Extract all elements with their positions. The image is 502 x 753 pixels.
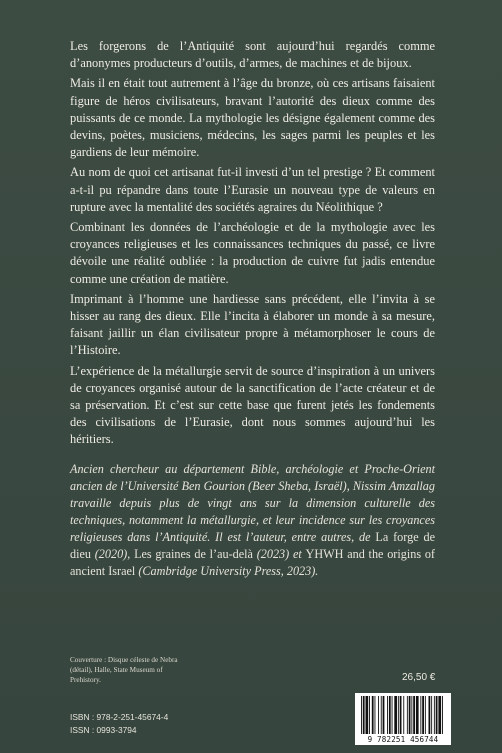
barcode-bar — [392, 696, 393, 734]
barcode-bar — [372, 696, 374, 734]
paragraph-2: Mais il en était tout autrement à l’âge du bronze, où ces artisans faisaient figure de héros civilisateurs, bravant l’autorité des dieux comme des puissants de ce monde. La mythologie les désigne également comme des devins, poètes, musiciens, médecins, les sages parmi les peuples et les gardiens de leur mémoire. — [70, 76, 435, 160]
paragraph-4: Combinant les données de l’archéologie et de la mythologie avec les croyances religieuses et les connaissances techniques du passé, ce livre dévoile une réalité oubliée : la production de cuivre fut jadis entendue comme une création de matière. — [70, 220, 435, 286]
barcode-bar — [431, 696, 432, 734]
bio-book-3: YHWH and the origins of ancient Israel — [70, 546, 435, 578]
author-bio — [70, 461, 435, 580]
barcode-bar — [420, 696, 421, 734]
barcode-bar — [413, 696, 415, 734]
barcode-bar — [387, 696, 388, 734]
barcode-bar — [403, 696, 404, 734]
bio-intro: Ancien chercheur au département Bible, archéologie et Proche-Orient ancien de l’Université Ben Gourion (Beer Sheba, Israël), Nissim Amzallag travaille depuis plus de vingt ans sur la dimension culturelle des techniques, notamment la métallurgie, et leur incidence sur les croyances religieuses dans l’Antiquité. Il est l’auteur, entre autres, de — [70, 461, 435, 544]
barcode-bar — [381, 696, 382, 734]
paragraph-3: Au nom de quoi cet artisanat fut-il investi d’un tel prestige ? Et comment a-t-il pu répandre dans toute l’Eurasie un nouveau type de valeurs en rupture avec la mentalité des sociétés agraires du Néolithique ? — [70, 165, 435, 214]
barcode-bar — [409, 696, 411, 734]
paragraph-5: Imprimant à l’homme une hardiesse sans précédent, elle l’invita à se hisser au rang des dieux. Elle l’incita à élaborer un monde à sa mesure, faisant jaillir un élan civilisateur propre à métamorphoser le cours de l’Histoire. — [70, 291, 435, 358]
barcode-bar — [400, 696, 402, 734]
barcode-bars — [361, 696, 445, 734]
barcode-bar — [363, 696, 365, 734]
barcode-bar — [375, 696, 376, 734]
barcode-bar — [398, 696, 399, 734]
isbn-block — [70, 711, 168, 737]
blurb-text — [70, 38, 435, 583]
bio-publisher-3: (Cambridge University Press, 2023). — [135, 563, 319, 578]
barcode-bar — [369, 696, 370, 734]
bio-year-1: (2020), — [90, 546, 135, 561]
barcode-bar — [438, 696, 441, 734]
bio-book-1: La forge de dieu — [70, 529, 435, 561]
barcode-bar — [429, 696, 431, 734]
barcode-bar — [366, 696, 369, 734]
barcode-bar — [434, 696, 435, 734]
bio-year-2: (2023) et — [252, 546, 306, 561]
bio-book-2: Les graines de l’au-delà — [134, 546, 253, 561]
cover-credit: Couverture : Disque céleste de Nebra (détail), Halle, State Museum of Prehistory. — [70, 656, 178, 684]
isbn-number: ISBN : 978-2-251-45674-4 — [70, 712, 169, 722]
barcode-bar — [361, 696, 362, 734]
issn-number: ISSN : 0993-3794 — [70, 725, 137, 735]
barcode-bar — [389, 696, 391, 734]
barcode-bar — [416, 696, 419, 734]
barcode — [355, 693, 451, 745]
barcode-bar — [411, 696, 412, 734]
barcode-bar — [407, 696, 408, 734]
barcode-bar — [378, 696, 379, 734]
barcode-bar — [383, 696, 385, 734]
barcode-bar — [436, 696, 438, 734]
barcode-bar — [442, 696, 443, 734]
barcode-bar — [394, 696, 397, 734]
barcode-bar — [422, 696, 424, 734]
paragraph-6: L’expérience de la métallurgie servit de source d’inspiration à un univers de croyances organisé autour de la sanctification de l’acte créateur et de sa préservation. Et c’est sur cette base que furent jetés les fondements des civilisations de l’Eurasie, dont nous sommes aujourd’hui les héritiers. — [70, 363, 435, 447]
barcode-bar — [425, 696, 426, 734]
barcode-digits: 9 782251 456744 — [367, 735, 439, 744]
paragraph-1: Les forgerons de l’Antiquité sont aujourd’hui regardés comme d’anonymes producteurs d’outils, d’armes, de machines et de bijoux. — [70, 39, 435, 71]
price-label: 26,50 € — [402, 672, 436, 683]
